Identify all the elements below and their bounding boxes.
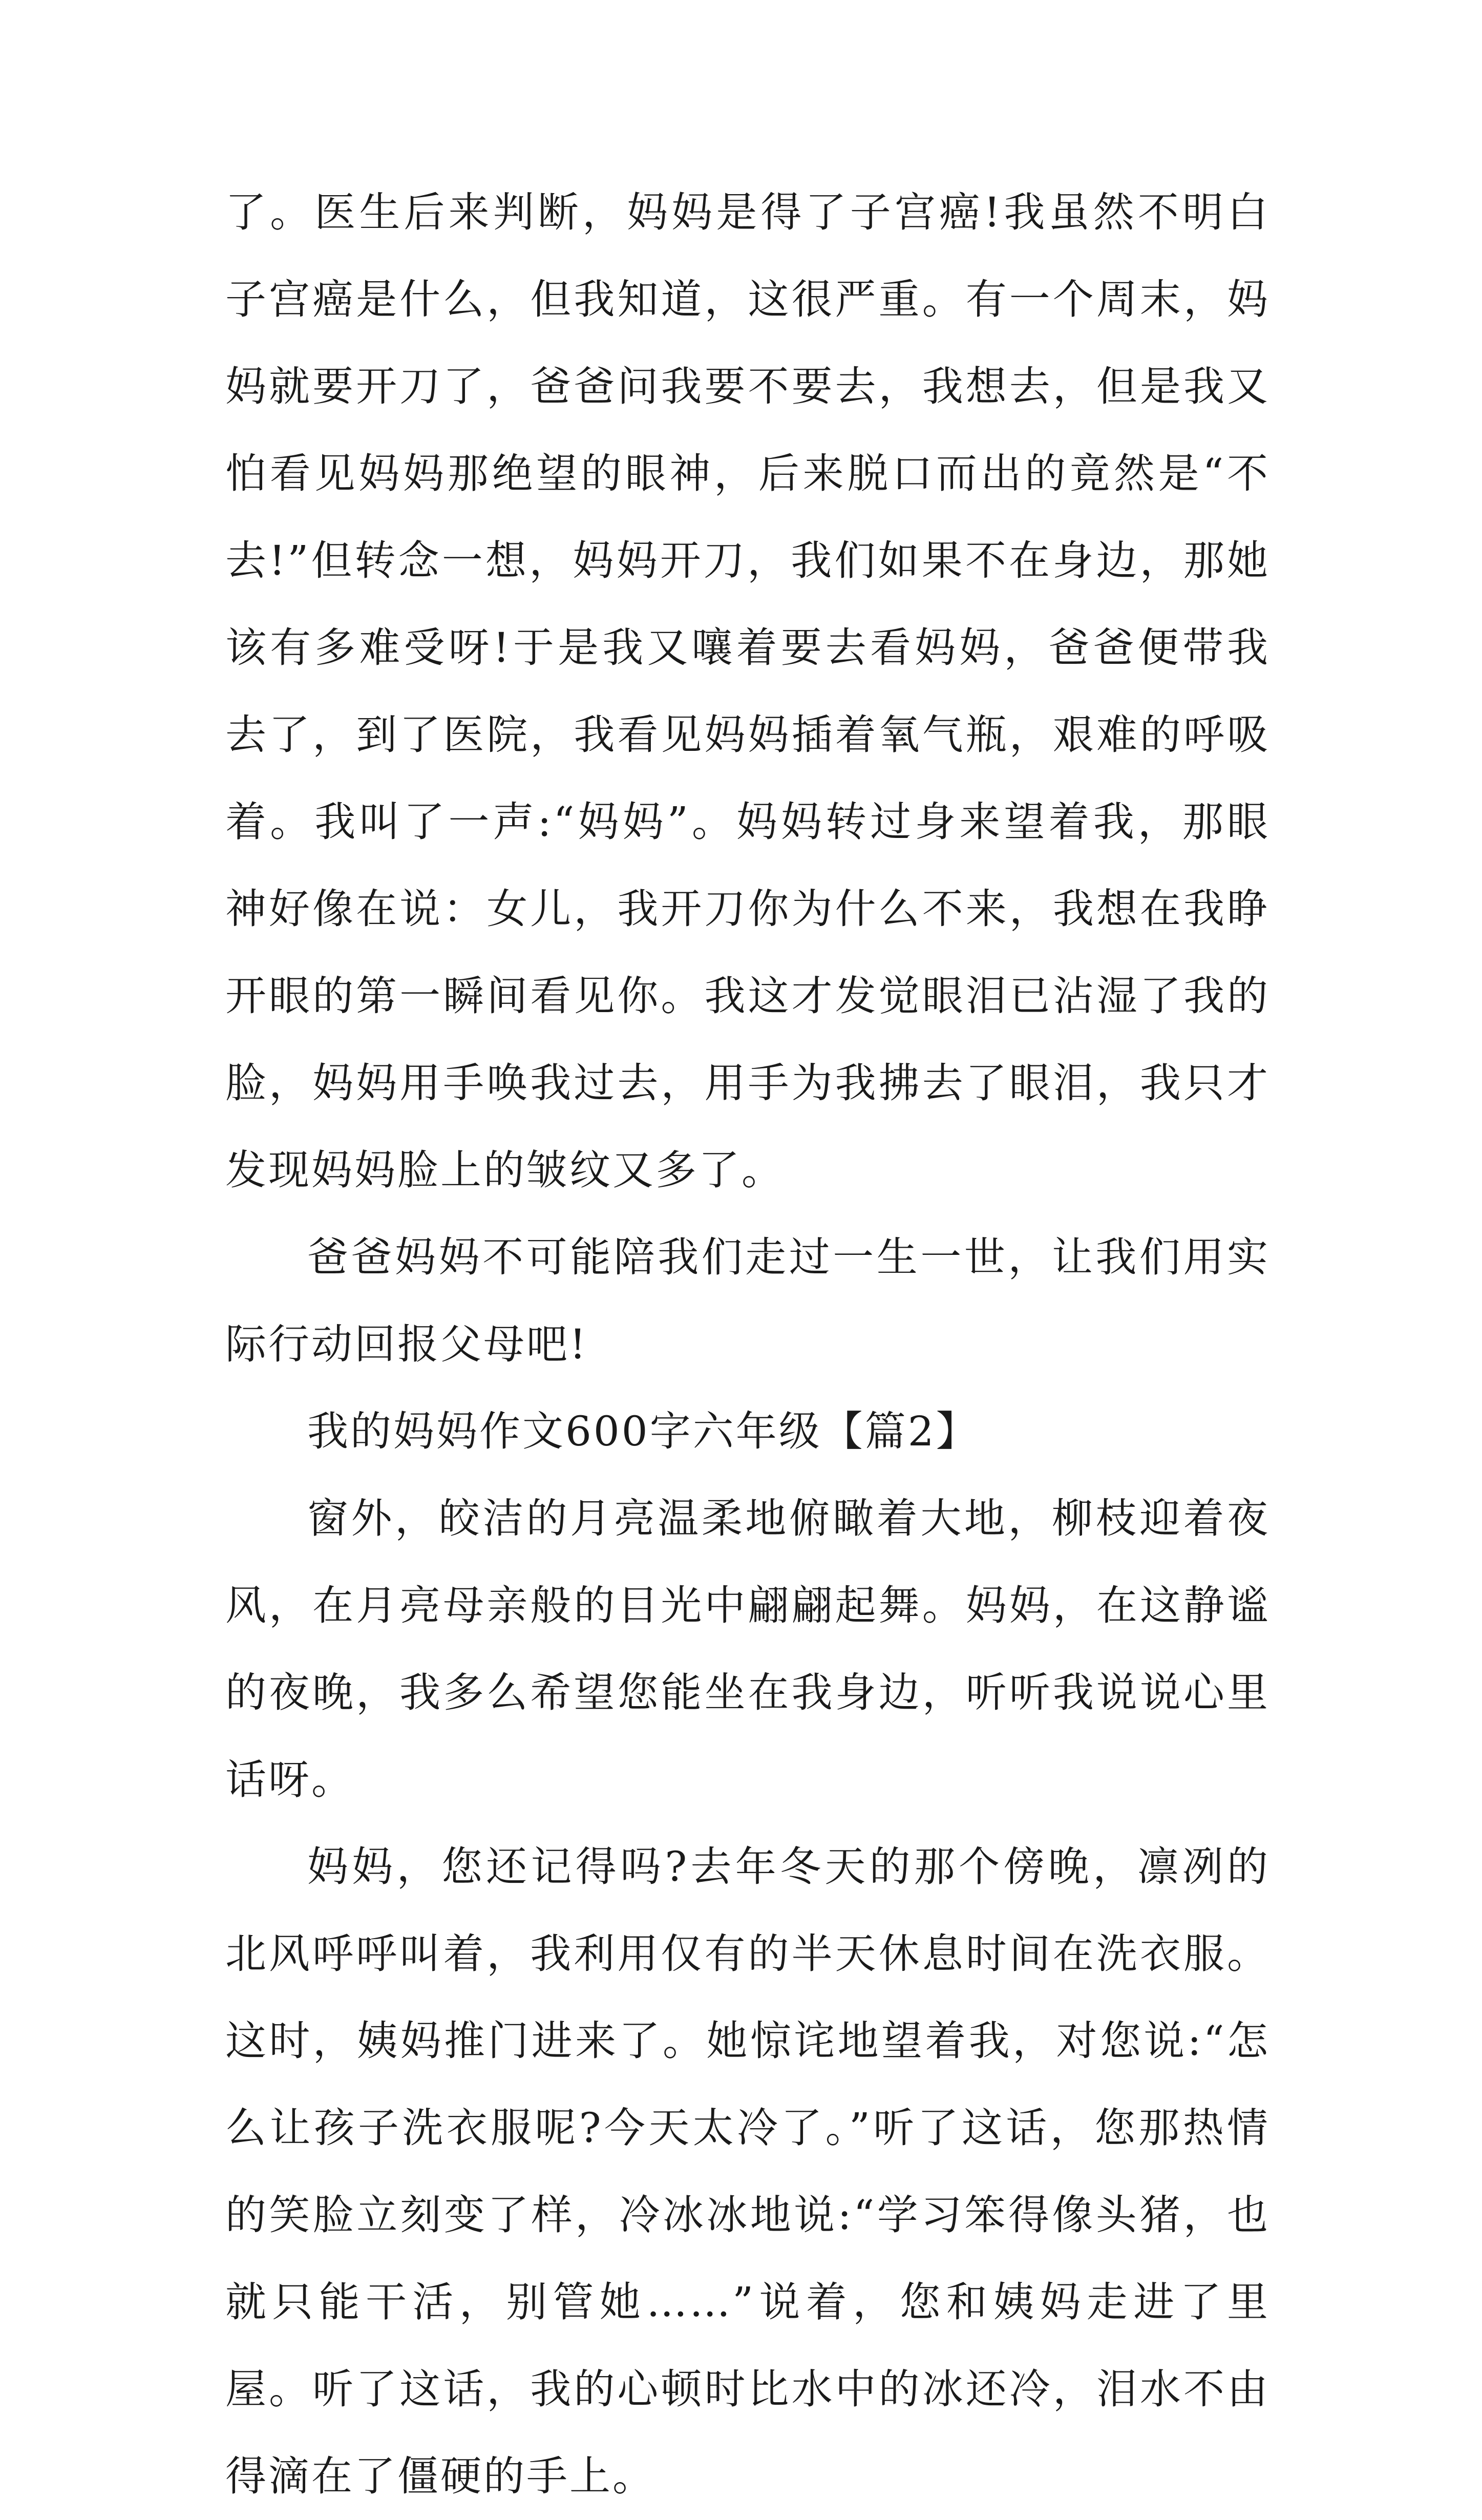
paragraph-continuation: 了。医生后来判断，妈妈是得了子宫癌!我虽然不明白子宫癌是什么，但我知道，这很严重。有一个周末，妈妈就要开刀了，爸爸问我要不要去，我想去，但是我又怕看见妈妈那绝望的眼神，后来脱口而出的竟然是“不去!”但转念一想，妈妈开刀，我们如果不在身边，那她该有多难受呀!于是我又嚷着要去看妈妈，爸爸便带我去了，到了医院，我看见妈妈插着氧气瓶，艰难的呼吸着。我叫了一声:“妈妈”。妈妈转过身来望着我，那眼神好像在说：女儿，我开刀你为什么不来，我想在我睁开眼的第一瞬间看见你。我这才发觉眼泪已沾湿了我的脸，妈妈用手唤我过去，用手为我拂去了眼泪，我只才发现妈妈脸上的皱纹又多了。 (225, 188, 1270, 1194)
section-heading: 我的妈妈作文600字六年级【篇2】 (307, 1408, 979, 1455)
document-body (225, 169, 1270, 2520)
paragraph-conclusion: 爸爸妈妈不可能陪我们走过一生一世，让我们用实际行动回报父母吧! (225, 1233, 1270, 1368)
paragraph-memory: 妈妈，您还记得吗?去年冬天的那个傍晚，凛冽的北风呼呼叫着，我利用仅有的半天休息时间在洗衣服。这时，姨妈推门进来了。她惊诧地望着我，对您说:“怎么让孩子洗衣服呢?今天太冷了。”听了这话，您那热情的笑脸立刻变了样，冷冰冰地说:“学习笨得像头猪，也就只能干活，别管她……”说着，您和姨妈走进了里屋。听了这话，我的心顿时比水中的冰还冷，泪水不由得滴在了僵硬的手上。 (225, 1843, 1270, 2500)
paragraph-moonlight: 窗外，皎洁的月亮温柔地俯瞰着大地，柳枝迎着夜风，在月亮母亲般的目光中翩翩起舞。妈妈，在这静谧的夜晚，我多么希望您能坐在我身边，听听我说说心里话呀。 (225, 1495, 1270, 1803)
